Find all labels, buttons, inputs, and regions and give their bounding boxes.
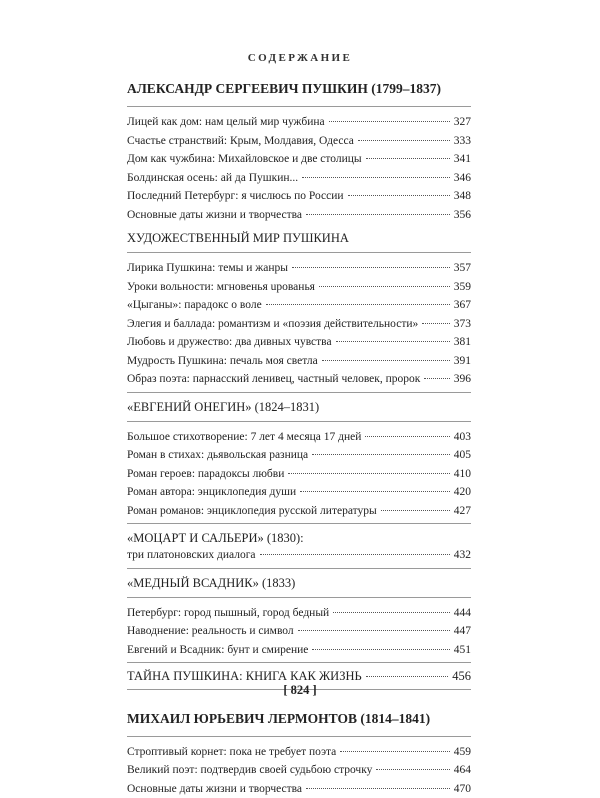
divider (127, 736, 471, 737)
leader-dots (292, 267, 450, 268)
toc-entry[interactable] (127, 641, 471, 660)
entry-page: 459 (454, 743, 471, 762)
entry-page: 456 (452, 667, 471, 686)
entry-page: 432 (454, 546, 471, 565)
entry-title: Дом как чужбина: Михайловское и две столицы (127, 150, 362, 169)
toc-entry[interactable] (127, 604, 471, 623)
entry-page: 346 (454, 169, 471, 188)
leader-dots (366, 158, 450, 159)
entry-title: Большое стихотворение: 7 лет 4 месяца 17 дней (127, 428, 361, 447)
leader-dots (366, 676, 449, 677)
entry-page: 451 (454, 641, 471, 660)
leader-dots (333, 612, 450, 613)
leader-dots (424, 378, 449, 379)
toc-entry[interactable] (127, 315, 471, 334)
leader-dots (322, 360, 450, 361)
toc-entry[interactable] (127, 333, 471, 352)
toc-entry[interactable] (127, 502, 471, 521)
entry-title: Счастье странствий: Крым, Молдавия, Одесса (127, 132, 354, 151)
entry-title: Мудрость Пушкина: печаль моя светла (127, 352, 318, 371)
entry-title: Образ поэта: парнасский ленивец, частный человек, пророк (127, 370, 420, 389)
divider (127, 662, 471, 663)
entry-title: Лицей как дом: нам целый мир чужбина (127, 113, 325, 132)
entry-title: Роман героев: парадоксы любви (127, 465, 284, 484)
leader-dots (365, 436, 449, 437)
divider (127, 597, 471, 598)
entry-page: 427 (454, 502, 471, 521)
toc-entry[interactable] (127, 446, 471, 465)
entry-title: «Цыганы»: парадокс о воле (127, 296, 262, 315)
entry-title: Любовь и дружество: два дивных чувства (127, 333, 332, 352)
page-title: СОДЕРЖАНИЕ (0, 52, 600, 64)
leader-dots (329, 121, 450, 122)
entry-page: 444 (454, 604, 471, 623)
toc-entry[interactable] (127, 187, 471, 206)
author-heading-lermontov: МИХАИЛ ЮРЬЕВИЧ ЛЕРМОНТОВ (1814–1841) (127, 710, 471, 728)
entry-page: 447 (454, 622, 471, 641)
toc-entry[interactable] (127, 352, 471, 371)
divider (127, 106, 471, 107)
author-heading-pushkin: АЛЕКСАНДР СЕРГЕЕВИЧ ПУШКИН (1799–1837) (127, 80, 471, 98)
leader-dots (260, 554, 450, 555)
toc-entry[interactable] (127, 296, 471, 315)
divider (127, 252, 471, 253)
toc-entry[interactable] (127, 206, 471, 225)
toc-entry[interactable] (127, 743, 471, 762)
leader-dots (266, 304, 450, 305)
entry-page: 359 (454, 278, 471, 297)
entry-title: Строптивый корнет: пока не требует поэта (127, 743, 336, 762)
leader-dots (312, 454, 450, 455)
toc-entry[interactable] (127, 622, 471, 641)
entry-page: 327 (454, 113, 471, 132)
entry-title: Болдинская осень: ай да Пушкин... (127, 169, 298, 188)
section-heading: «МОЦАРТ И САЛЬЕРИ» (1830): (127, 530, 471, 546)
page-number: [ 824 ] (0, 683, 600, 698)
entry-page: 464 (454, 761, 471, 780)
toc-entry[interactable] (127, 169, 471, 188)
entry-title: Лирика Пушкина: темы и жанры (127, 259, 288, 278)
leader-dots (376, 769, 449, 770)
leader-dots (300, 491, 450, 492)
toc-entry[interactable] (127, 483, 471, 502)
entry-title: Великий поэт: подтвердив своей судьбою строчку (127, 761, 372, 780)
toc-entry[interactable] (127, 259, 471, 278)
entry-title: Роман романов: энциклопедия русской литературы (127, 502, 377, 521)
entry-title: Роман автора: энциклопедия души (127, 483, 296, 502)
entry-page: 357 (454, 259, 471, 278)
leader-dots (336, 341, 450, 342)
entry-page: 420 (454, 483, 471, 502)
entry-page: 381 (454, 333, 471, 352)
toc-entry[interactable] (127, 465, 471, 484)
toc-entry[interactable] (127, 780, 471, 798)
leader-dots (302, 177, 450, 178)
toc-entry[interactable] (127, 278, 471, 297)
entry-page: 348 (454, 187, 471, 206)
entry-title: Элегия и баллада: романтизм и «поэзия действительности» (127, 315, 418, 334)
toc-entry[interactable] (127, 546, 471, 565)
section-heading: ХУДОЖЕСТВЕННЫЙ МИР ПУШКИНА (127, 230, 471, 246)
entry-title: Евгений и Всадник: бунт и смирение (127, 641, 308, 660)
entry-title: Уроки вольности: мгновенья upованья (127, 278, 315, 297)
entry-title: Петербург: город пышный, город бедный (127, 604, 329, 623)
toc-entry[interactable] (127, 113, 471, 132)
divider (127, 421, 471, 422)
leader-dots (319, 286, 450, 287)
leader-dots (422, 323, 450, 324)
leader-dots (288, 473, 449, 474)
entry-title: Последний Петербург: я числюсь по России (127, 187, 344, 206)
entry-page: 341 (454, 150, 471, 169)
entry-page: 405 (454, 446, 471, 465)
entry-title: Наводнение: реальность и символ (127, 622, 294, 641)
leader-dots (312, 649, 449, 650)
section-heading: «ЕВГЕНИЙ ОНЕГИН» (1824–1831) (127, 399, 471, 415)
section-heading: «МЕДНЫЙ ВСАДНИК» (1833) (127, 575, 471, 591)
entry-title: три платоновских диалога (127, 546, 256, 565)
toc-entry[interactable] (127, 132, 471, 151)
entry-title: Основные даты жизни и творчества (127, 206, 302, 225)
toc-entry[interactable] (127, 370, 471, 389)
toc-entry[interactable] (127, 761, 471, 780)
entry-page: 333 (454, 132, 471, 151)
entry-page: 373 (454, 315, 471, 334)
section-heading: ТАЙНА ПУШКИНА: КНИГА КАК ЖИЗНЬ (127, 667, 362, 686)
entry-page: 403 (454, 428, 471, 447)
divider (127, 392, 471, 393)
leader-dots (340, 751, 449, 752)
leader-dots (298, 630, 450, 631)
entry-title: Основные даты жизни и творчества (127, 780, 302, 798)
entry-page: 356 (454, 206, 471, 225)
toc-entry[interactable] (127, 150, 471, 169)
entry-page: 367 (454, 296, 471, 315)
leader-dots (381, 510, 450, 511)
leader-dots (306, 214, 450, 215)
entry-title: Роман в стихах: дьявольская разница (127, 446, 308, 465)
entry-page: 410 (454, 465, 471, 484)
leader-dots (306, 788, 450, 789)
entry-page: 391 (454, 352, 471, 371)
divider (127, 568, 471, 569)
leader-dots (348, 195, 450, 196)
entry-page: 396 (454, 370, 471, 389)
toc-entry[interactable] (127, 428, 471, 447)
divider (127, 523, 471, 524)
leader-dots (358, 140, 450, 141)
entry-page: 470 (454, 780, 471, 798)
